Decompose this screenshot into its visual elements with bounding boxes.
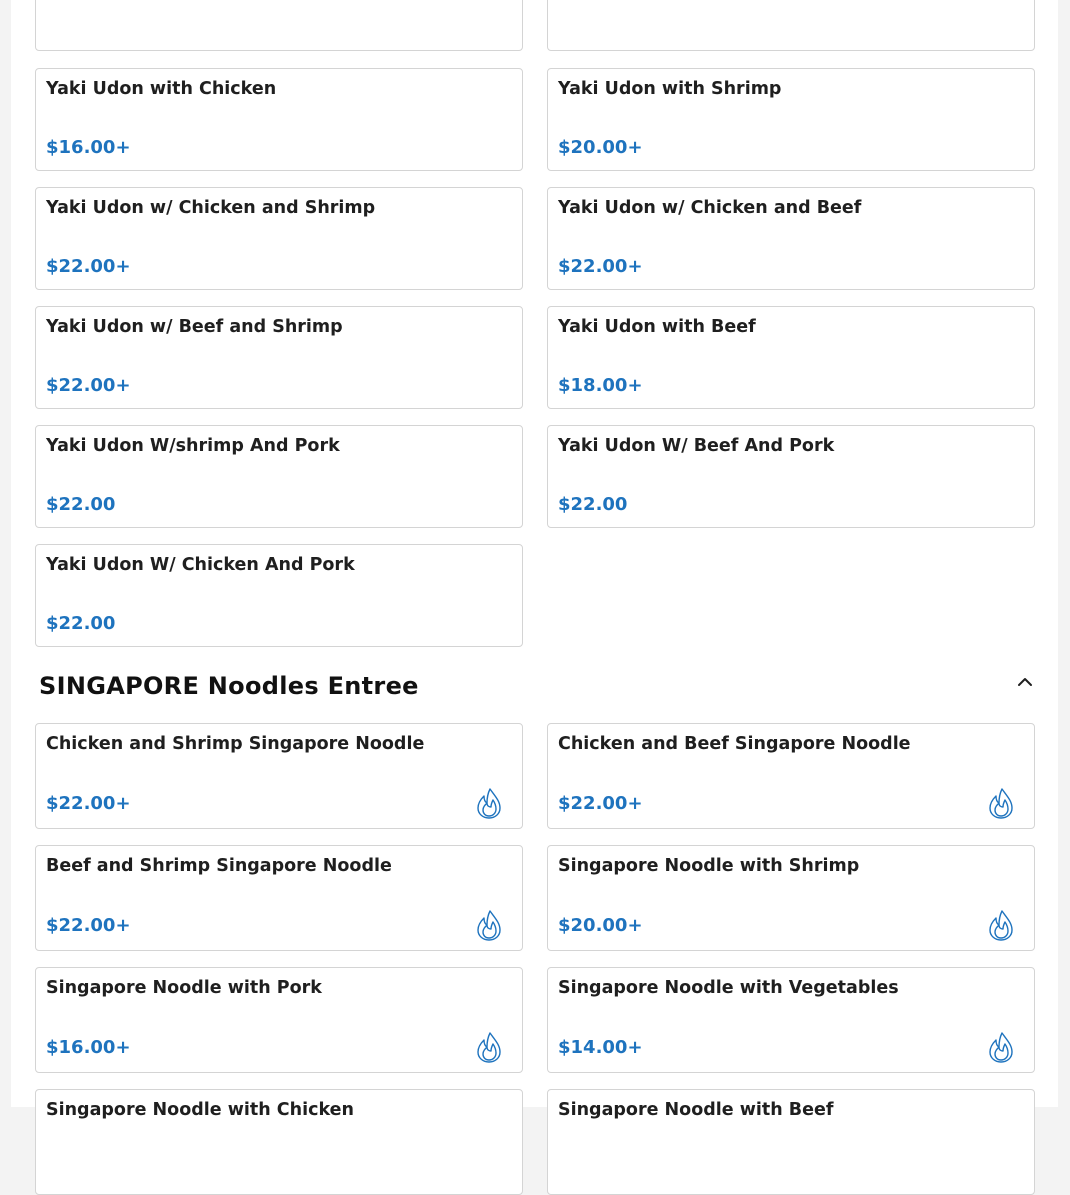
item-price: $22.00+ [46,256,131,277]
item-name: Singapore Noodle with Beef [558,1100,834,1120]
item-price: $22.00+ [558,793,643,814]
item-price: $14.00+ [558,1037,643,1058]
menu-item-card[interactable] [35,0,523,51]
menu-item-card[interactable] [547,425,1035,528]
item-price: $22.00+ [46,375,131,396]
menu-item-card[interactable] [35,1089,523,1195]
menu-item-card[interactable] [35,306,523,409]
item-name: Chicken and Beef Singapore Noodle [558,734,911,754]
item-name: Beef and Shrimp Singapore Noodle [46,856,392,876]
menu-item-card[interactable] [547,1089,1035,1195]
menu-item-card[interactable] [547,967,1035,1073]
item-name: Yaki Udon w/ Chicken and Shrimp [46,198,376,218]
menu-item-card[interactable] [547,306,1035,409]
item-price: $20.00+ [558,915,643,936]
spicy-flame-icon [988,1031,1014,1064]
menu-item-card[interactable] [35,544,523,647]
item-name: Yaki Udon W/ Chicken And Pork [46,555,355,575]
item-name: Singapore Noodle with Shrimp [558,856,860,876]
spicy-flame-icon [476,909,502,942]
item-name: Yaki Udon w/ Beef and Shrimp [46,317,343,337]
menu-item-card[interactable] [35,68,523,171]
item-name: Chicken and Shrimp Singapore Noodle [46,734,425,754]
item-name: Yaki Udon W/ Beef And Pork [558,436,835,456]
menu-item-card[interactable] [35,967,523,1073]
item-name: Yaki Udon w/ Chicken and Beef [558,198,862,218]
item-name: Singapore Noodle with Vegetables [558,978,899,998]
item-price: $22.00+ [46,915,131,936]
menu-item-card[interactable] [547,68,1035,171]
menu-item-card[interactable] [35,425,523,528]
spicy-flame-icon [476,787,502,820]
item-price: $16.00+ [46,137,131,158]
item-price: $22.00+ [46,793,131,814]
item-price: $22.00 [558,494,628,515]
menu-item-card[interactable] [547,0,1035,51]
spicy-flame-icon [476,1031,502,1064]
item-name: Yaki Udon with Beef [558,317,756,337]
item-name: Yaki Udon with Shrimp [558,79,782,99]
menu-item-card[interactable] [35,187,523,290]
item-price: $20.00+ [558,137,643,158]
menu-item-card[interactable] [547,723,1035,829]
item-price: $22.00+ [558,256,643,277]
menu-item-card[interactable] [35,723,523,829]
item-name: Singapore Noodle with Chicken [46,1100,354,1120]
item-name: Singapore Noodle with Pork [46,978,322,998]
item-price: $16.00+ [46,1037,131,1058]
item-price: $18.00+ [558,375,643,396]
item-price: $22.00 [46,613,116,634]
item-price: $22.00 [46,494,116,515]
menu-item-card[interactable] [547,187,1035,290]
menu-item-card[interactable] [547,845,1035,951]
item-name: Yaki Udon with Chicken [46,79,277,99]
spicy-flame-icon [988,909,1014,942]
spicy-flame-icon [988,787,1014,820]
item-name: Yaki Udon W/shrimp And Pork [46,436,340,456]
chevron-up-icon[interactable] [1016,674,1034,688]
menu-item-card[interactable] [35,845,523,951]
section-title: SINGAPORE Noodles Entree [39,672,419,700]
